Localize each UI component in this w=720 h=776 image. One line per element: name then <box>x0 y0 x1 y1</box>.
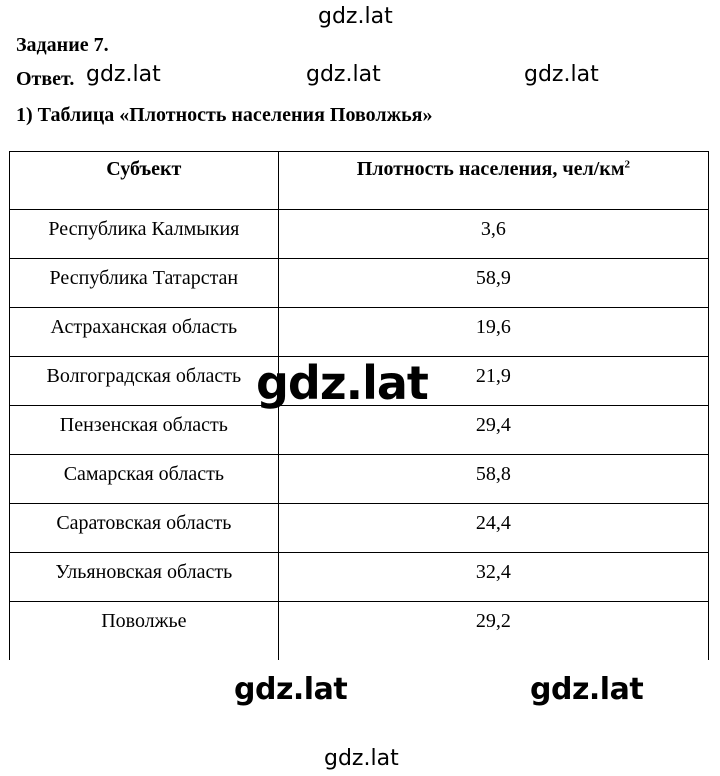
watermark-row-2: gdz.lat <box>306 62 381 87</box>
table-row <box>10 210 709 259</box>
header-density <box>278 152 708 210</box>
header-density-sup: 2 <box>624 158 630 171</box>
watermark-center: gdz.lat <box>256 356 428 410</box>
cell-subject: Саратовская область <box>10 504 279 553</box>
watermark-footer: gdz.lat <box>324 746 399 771</box>
cell-subject: Поволжье <box>10 602 279 660</box>
header-subject: Субъект <box>10 152 279 210</box>
table-row <box>10 504 709 553</box>
cell-density: 29,2 <box>278 602 708 660</box>
cell-subject: Самарская область <box>10 455 279 504</box>
cell-density: 3,6 <box>278 210 708 259</box>
table-row <box>10 259 709 308</box>
cell-density: 21,9 <box>278 357 708 406</box>
cell-subject: Республика Калмыкия <box>10 210 279 259</box>
watermark-top: gdz.lat <box>318 4 393 29</box>
answer-label: Ответ. <box>16 68 75 90</box>
cell-subject: Пензенская область <box>10 406 279 455</box>
cell-subject: Ульяновская область <box>10 553 279 602</box>
watermark-row-1: gdz.lat <box>86 62 161 87</box>
table-row <box>10 308 709 357</box>
cell-subject: Астраханская область <box>10 308 279 357</box>
table-caption: 1) Таблица «Плотность населения Поволжья» <box>16 104 433 126</box>
header-density-label: Плотность населения, чел/км <box>356 158 625 180</box>
table-row <box>10 406 709 455</box>
table-row <box>10 455 709 504</box>
cell-density: 24,4 <box>278 504 708 553</box>
table-header-row <box>10 152 709 210</box>
cell-subject: Республика Татарстан <box>10 259 279 308</box>
cell-density: 29,4 <box>278 406 708 455</box>
cell-density: 58,8 <box>278 455 708 504</box>
watermark-bottom-left: gdz.lat <box>230 672 351 707</box>
cell-density: 58,9 <box>278 259 708 308</box>
cell-density: 32,4 <box>278 553 708 602</box>
watermark-bottom-right: gdz.lat <box>526 672 647 707</box>
watermark-row-3: gdz.lat <box>524 62 599 87</box>
table-row-total <box>10 602 709 660</box>
table-row <box>10 553 709 602</box>
cell-density: 19,6 <box>278 308 708 357</box>
cell-subject: Волгоградская область <box>10 357 279 406</box>
task-title: Задание 7. <box>16 34 109 56</box>
